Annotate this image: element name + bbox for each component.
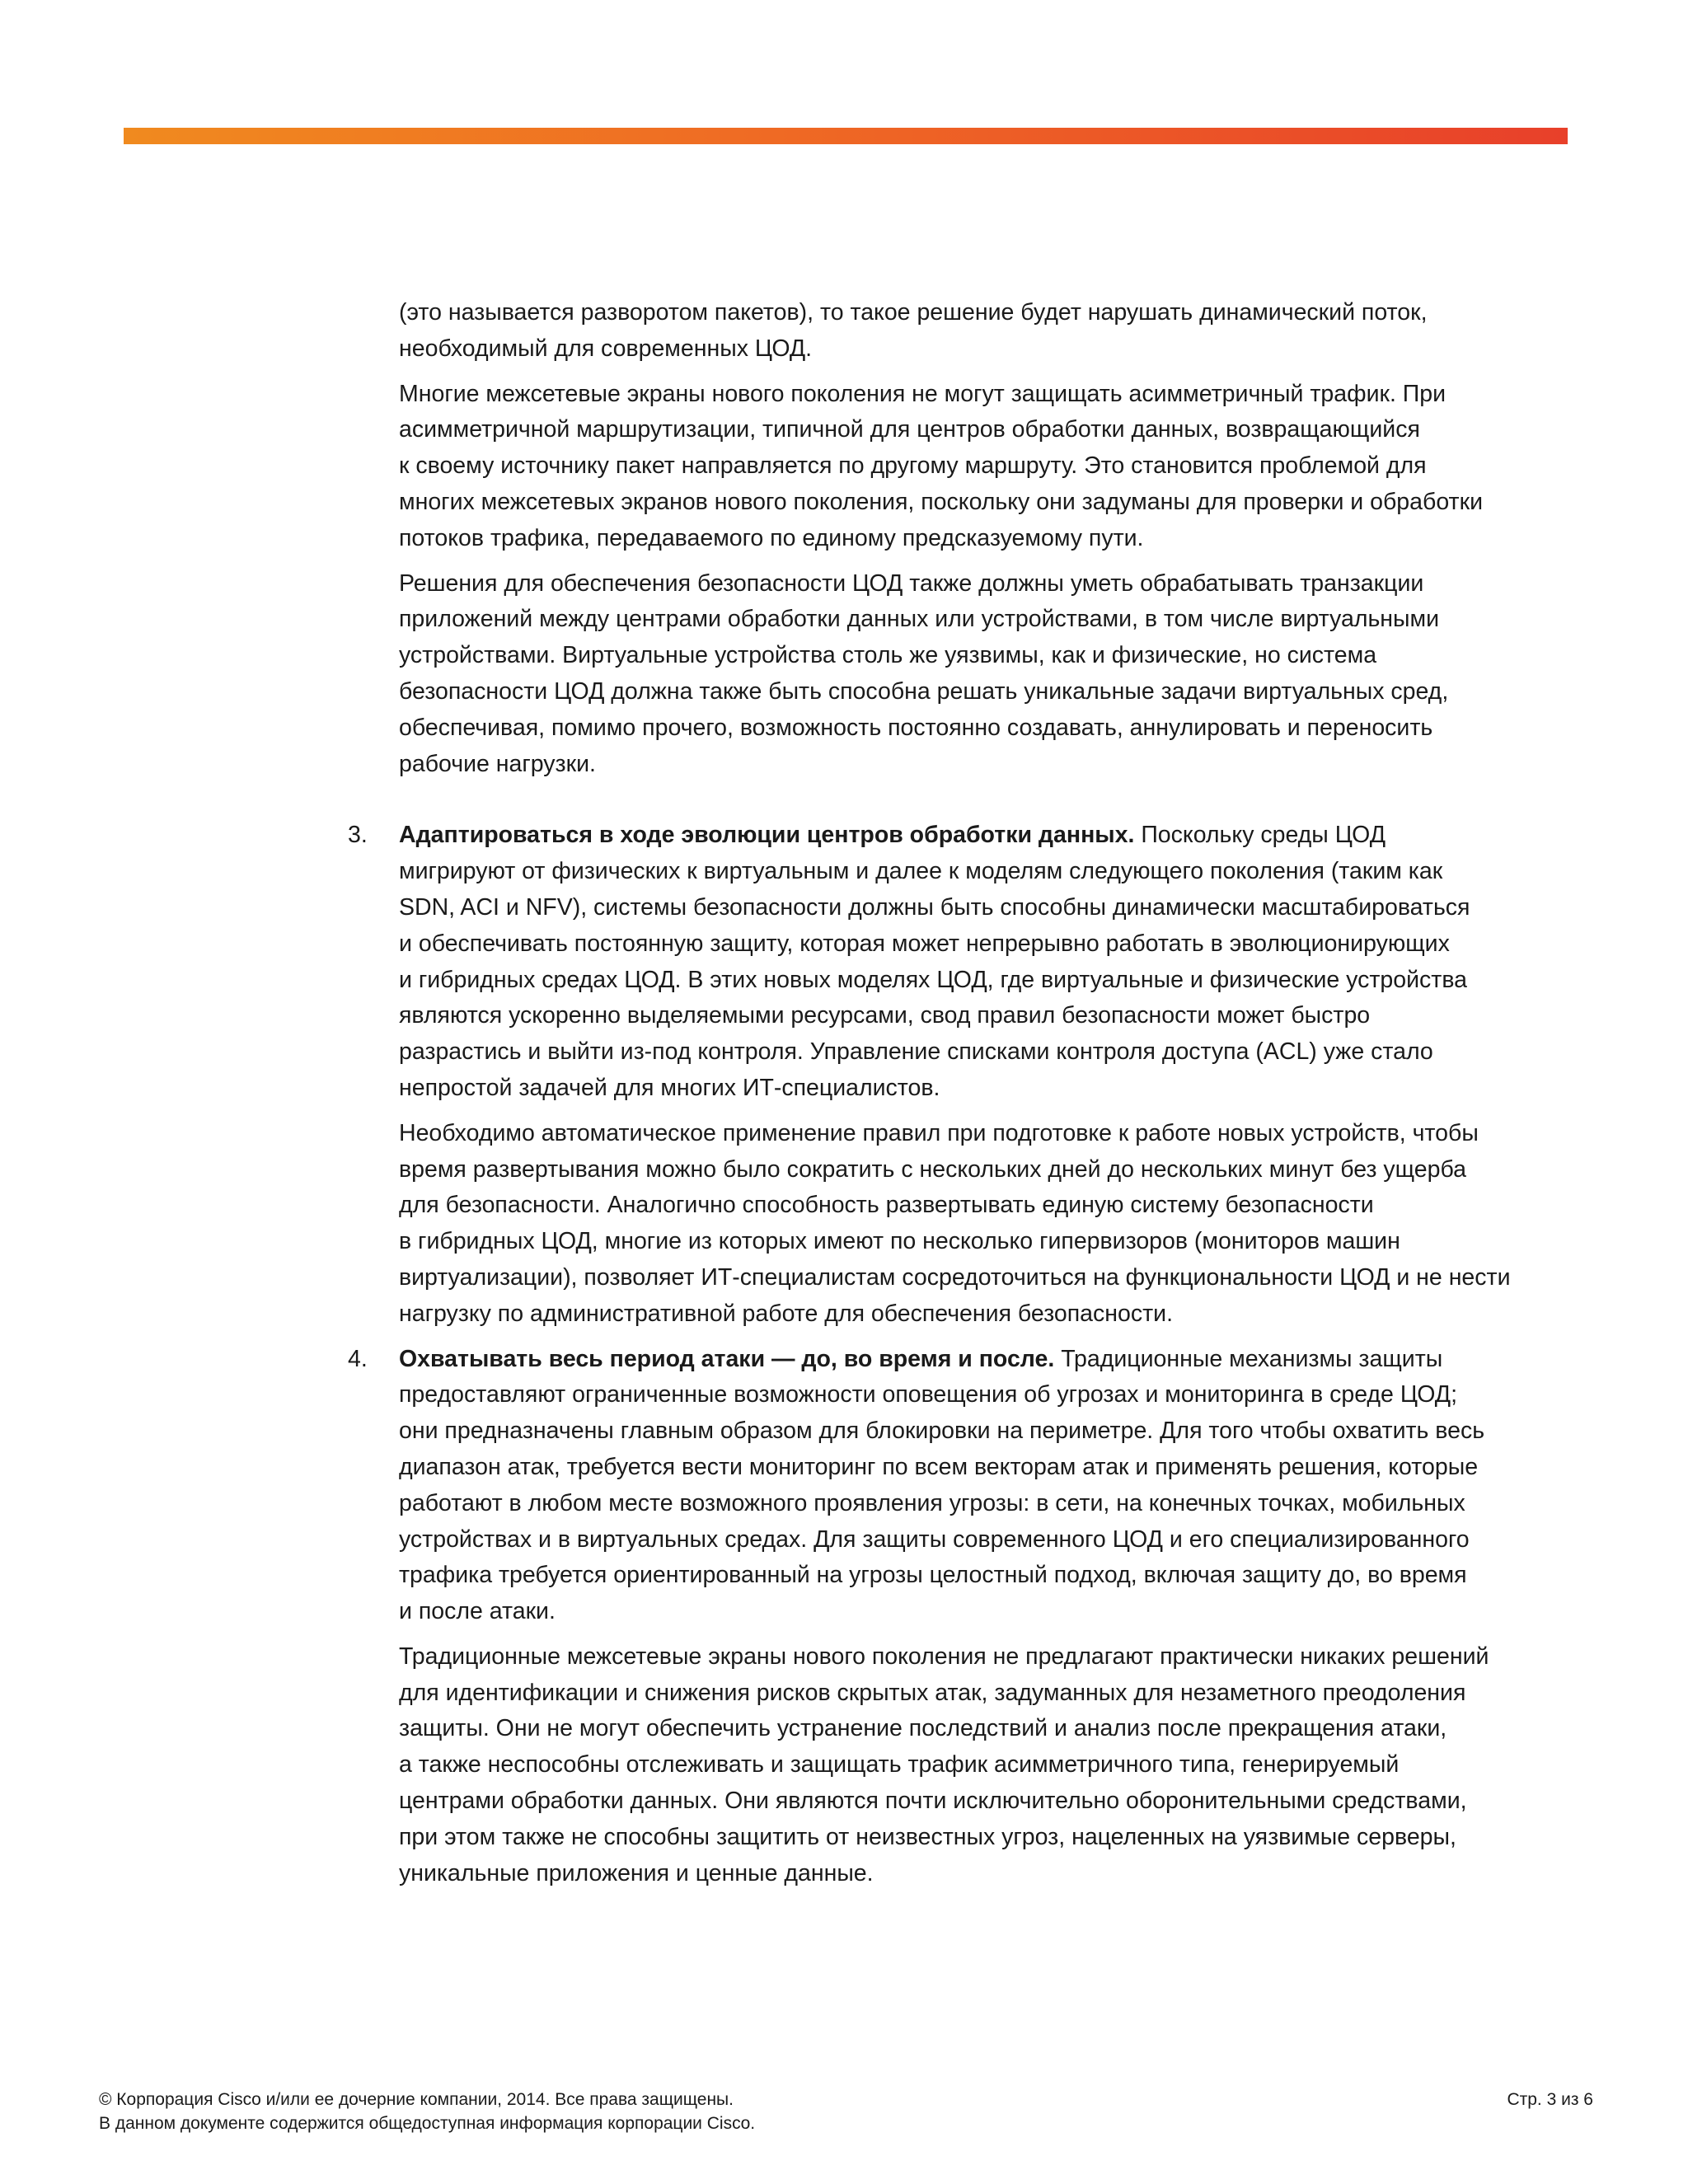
page-number: Стр. 3 из 6	[1507, 2090, 1593, 2109]
header-accent-bar	[124, 128, 1568, 144]
paragraph-virtual-devices: Решения для обеспечения безопасности ЦОД также должны уметь обрабатывать транзакции приложений между центрами обработки данных или устройствами, в том числе виртуальными устройствами. Виртуальные устройства столь же уязвимы, как и физические, но система безопасности ЦОД должна также быть способна решать уникальные задачи виртуальных сред, обеспечивая, помимо прочего, возможность постоянно создавать, аннулировать и переносить рабочие нагрузки.	[399, 569, 1449, 777]
document-body	[348, 295, 1569, 1900]
paragraph-asymmetric-traffic: Многие межсетевые экраны нового поколения не могут защищать асимметричный трафик. При асимметричной маршрутизации, типичной для центров обработки данных, возвращающийся к своему источнику пакет направляется по другому маршруту. Это становится проблемой для многих межсетевых экранов нового поколения, поскольку они задуманы для проверки и обработки потоков трафика, передаваемого по единому предсказуемому пути.	[399, 380, 1483, 551]
list-item-4-paragraph: Охватывать весь период атаки — до, во время и после. Традиционные механизмы защиты предоставляют ограниченные возможности оповещения об угрозах и мониторинга в среде ЦОД; они предназначены главным образом для блокировки на периметре. Для того чтобы охватить весь диапазон атак, требуется вести мониторинг по всем векторам атак и применять решения, которые работают в любом месте возможного проявления угрозы: в сети, на конечных точках, мобильных устройствах и в виртуальных средах. Для защиты современного ЦОД и его специализированного трафика требуется ориентированный на угрозы целостный подход, включая защиту до, во время и после атаки.	[399, 1345, 1485, 1625]
list-item-lead: Адаптироваться в ходе эволюции центров обработки данных.	[399, 822, 1135, 849]
list-number: 4.	[348, 1345, 368, 1372]
list-item-3-paragraph: Адаптироваться в ходе эволюции центров обработки данных. Поскольку среды ЦОД мигрируют от физических к виртуальным и далее к моделям следующего поколения (таким как SDN, ACI и NFV), системы безопасности должны быть способны динамически масштабироваться и обеспечивать постоянную защиту, которая может непрерывно работать в эволюционирующих и гибридных средах ЦОД. В этих новых моделях ЦОД, где виртуальные и физические устройства являются ускоренно выделяемыми ресурсами, свод правил безопасности может быстро разрастись и выйти из-под контроля. Управление списками контроля доступа (ACL) уже стало непростой задачей для многих ИТ-специалистов.	[399, 822, 1470, 1101]
list-number: 3.	[348, 822, 368, 849]
list-item-3-paragraph-2: Необходимо автоматическое применение правил при подготовке к работе новых устройств, чтобы время развертывания можно было сократить с нескольких дней до нескольких минут без ущерба для безопасности. Аналогично способность развертывать единую систему безопасности в гибридных ЦОД, многие из которых имеют по несколько гипервизоров (мониторов машин виртуализации), позволяет ИТ-специалистам сосредоточиться на функциональности ЦОД и не нести нагрузку по административной работе для обеспечения безопасности.	[399, 1119, 1511, 1327]
footer-legal	[99, 2088, 755, 2135]
list-item-4-paragraph-2: Традиционные межсетевые экраны нового поколения не предлагают практически никаких решений для идентификации и снижения рисков скрытых атак, задуманных для незаметного преодоления защиты. Они не могут обеспечить устранение последствий и анализ после прекращения атаки, а также неспособны отслеживать и защищать трафик асимметричного типа, генерируемый центрами обработки данных. Они являются почти исключительно оборонительными средствами, при этом также не способны защитить от неизвестных угроз, нацеленных на уязвимые серверы, уникальные приложения и ценные данные.	[399, 1643, 1489, 1886]
list-item-3	[348, 818, 1569, 1332]
list-item-4	[348, 1342, 1569, 1892]
list-item-lead: Охватывать весь период атаки — до, во время и после.	[399, 1345, 1055, 1372]
footer-copyright: © Корпорация Cisco и/или ее дочерние компании, 2014. Все права защищены.	[99, 2090, 734, 2109]
paragraph-packet-reversal: (это называется разворотом пакетов), то такое решение будет нарушать динамический поток, необходимый для современных ЦОД.	[399, 299, 1428, 362]
footer-notice: В данном документе содержится общедоступная информация корпорации Cisco.	[99, 2114, 756, 2133]
